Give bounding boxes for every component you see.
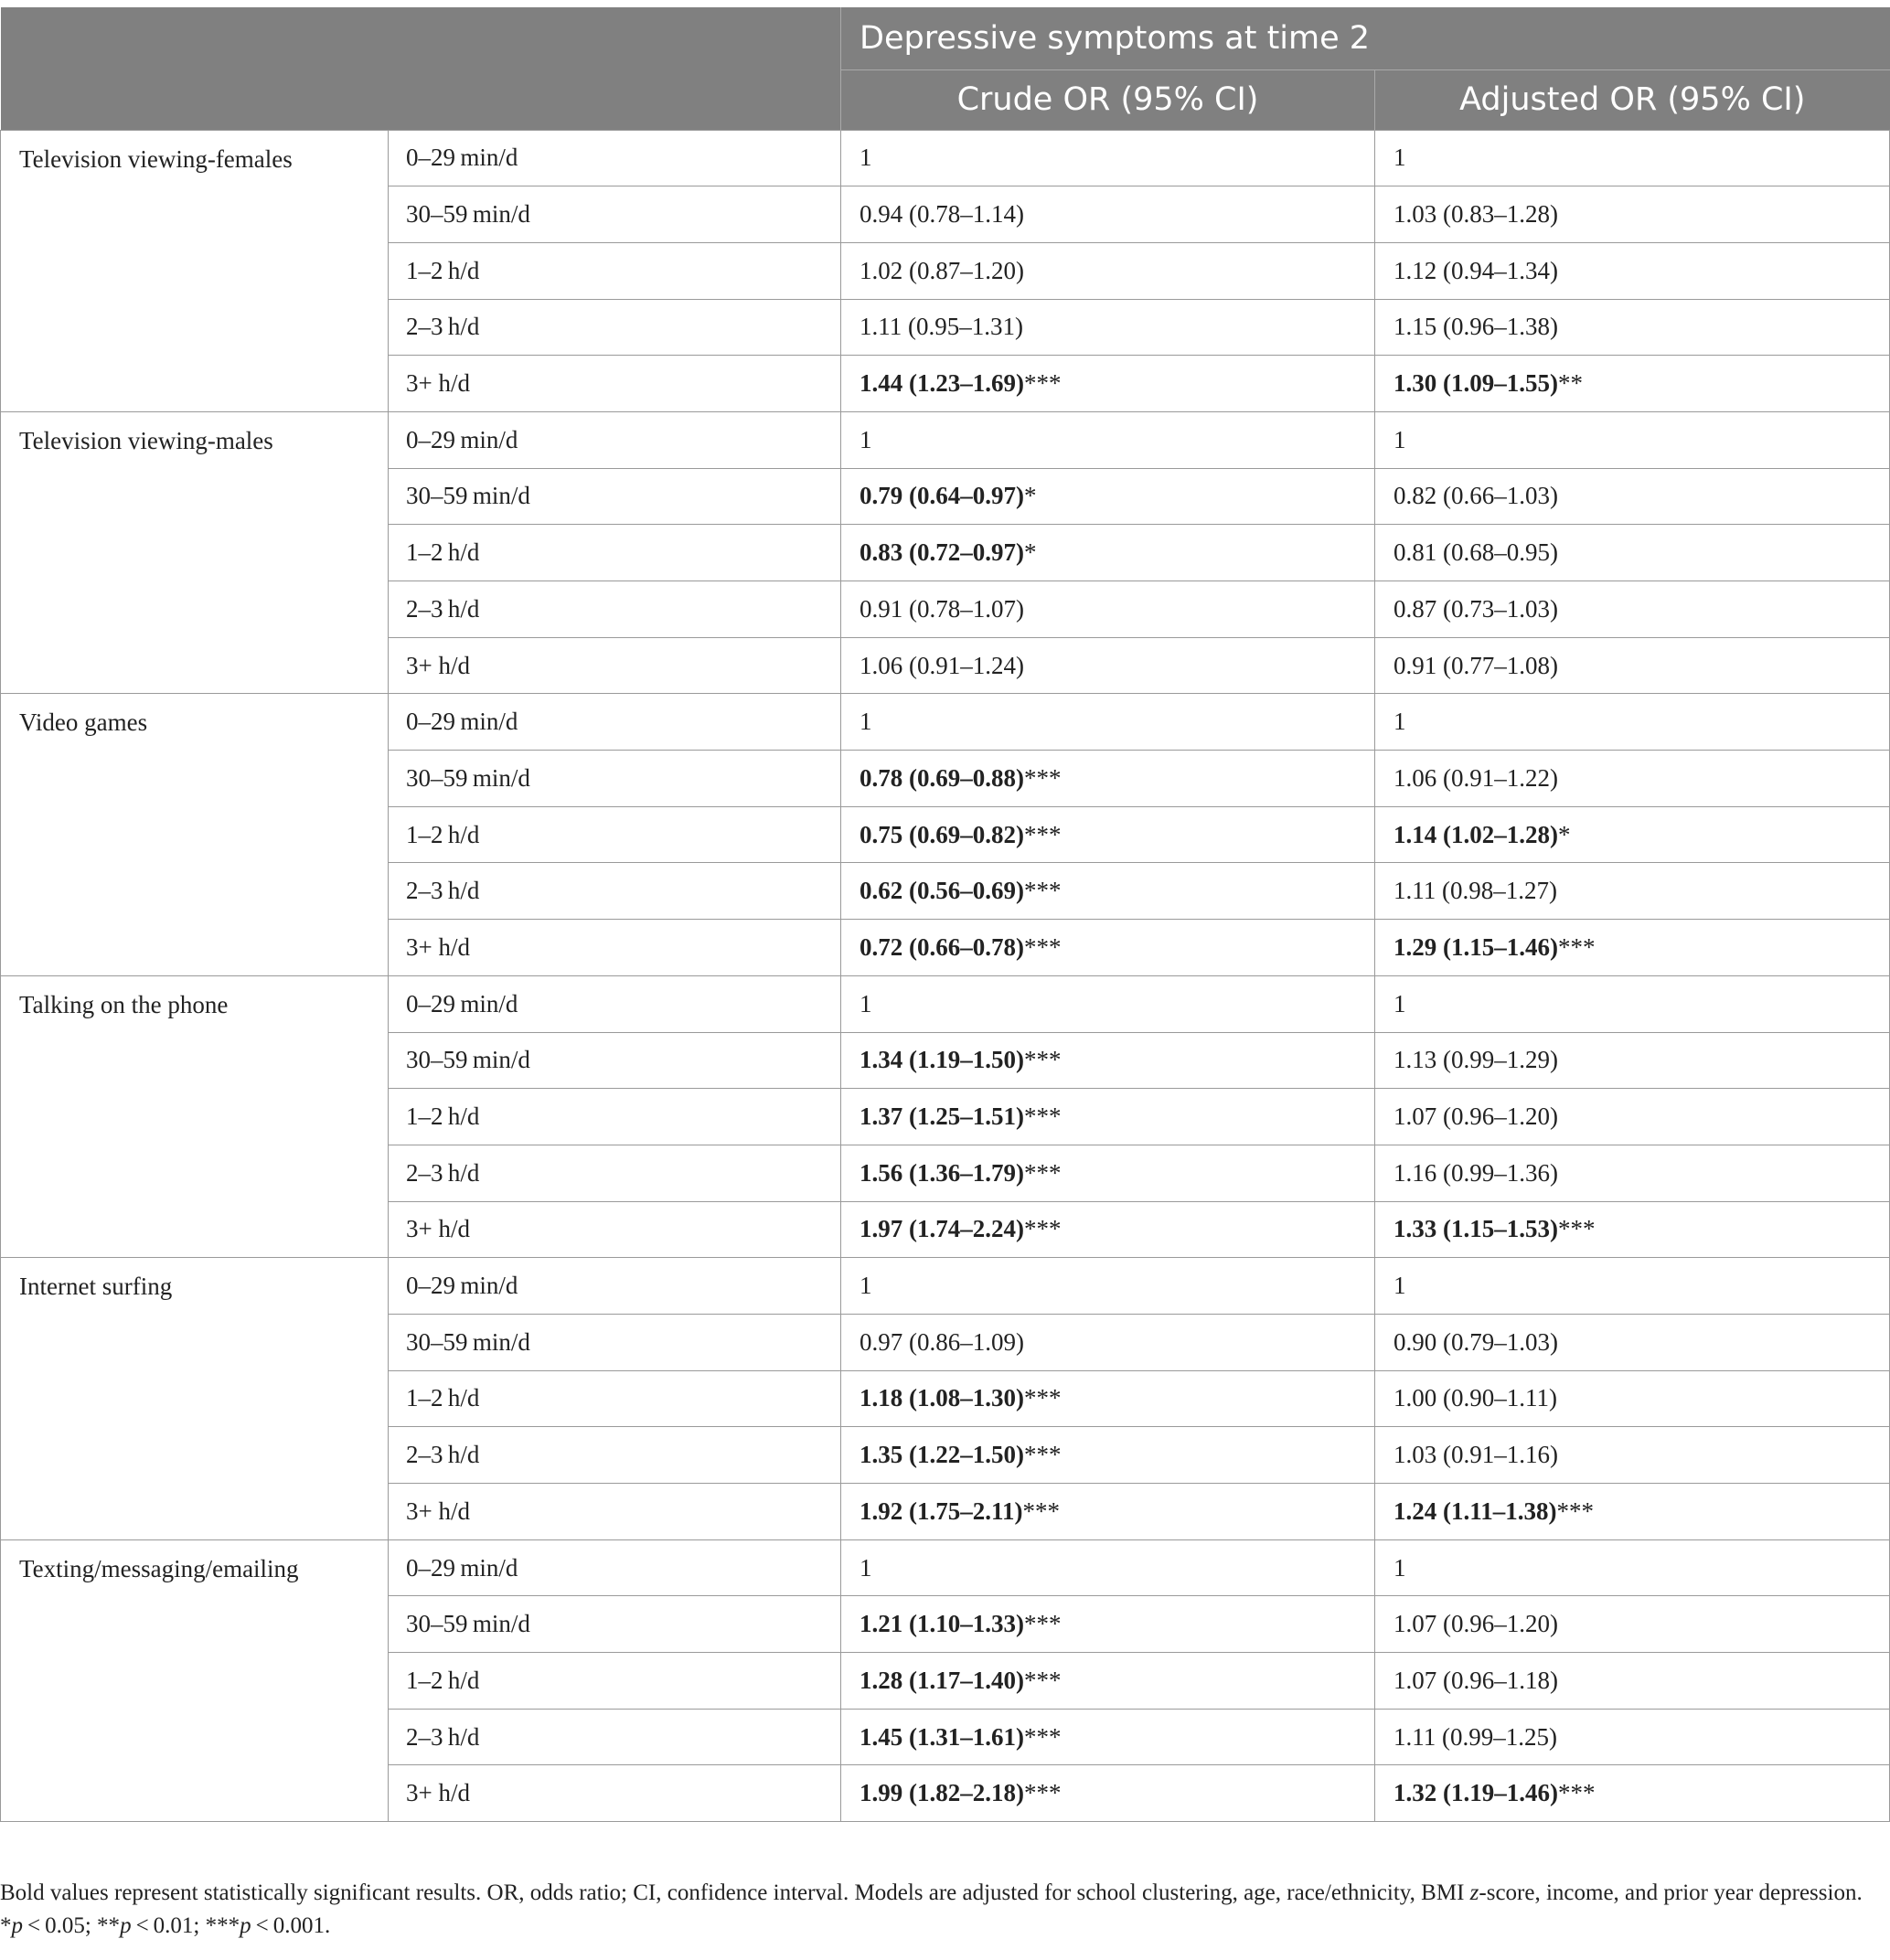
adjusted-or-cell <box>1375 1484 1890 1540</box>
crude-or-cell <box>841 1427 1375 1484</box>
crude-or-value: 1.02 (0.87–1.20) <box>860 256 1024 284</box>
significance-stars: *** <box>1023 369 1062 398</box>
adjusted-or-value: 1 <box>1393 1272 1406 1300</box>
crude-or-value: 1 <box>860 989 872 1017</box>
table-row <box>1 411 1890 468</box>
crude-or-value: 1.45 (1.31–1.61) <box>860 1722 1024 1751</box>
crude-or-cell <box>841 1484 1375 1540</box>
crude-or-value: 0.62 (0.56–0.69) <box>860 877 1024 905</box>
significance-stars: *** <box>1023 1610 1062 1638</box>
adjusted-or-cell <box>1375 1427 1890 1484</box>
crude-or-cell <box>841 1032 1375 1089</box>
adjusted-or-value: 1.03 (0.83–1.28) <box>1393 200 1558 229</box>
adjusted-or-cell <box>1375 525 1890 581</box>
level-cell: 1–2 h/d <box>389 806 841 863</box>
adjusted-or-value: 1 <box>1393 708 1406 736</box>
level-cell: 2–3 h/d <box>389 1427 841 1484</box>
crude-or-value: 1.18 (1.08–1.30) <box>860 1384 1024 1412</box>
level-cell: 30–59 min/d <box>389 1032 841 1089</box>
crude-or-value: 0.91 (0.78–1.07) <box>860 594 1024 623</box>
adjusted-or-value: 1.14 (1.02–1.28) <box>1393 820 1558 848</box>
crude-or-value: 1.44 (1.23–1.69) <box>860 369 1024 398</box>
crude-or-value: 0.78 (0.69–0.88) <box>860 763 1024 792</box>
results-table-container <box>0 7 1889 1822</box>
category-label: Talking on the phone <box>1 975 389 1257</box>
significance-stars: *** <box>1557 1779 1596 1807</box>
table-header <box>1 7 1890 130</box>
significance-stars: *** <box>1023 820 1062 848</box>
adjusted-or-value: 0.82 (0.66–1.03) <box>1393 482 1558 510</box>
significance-stars: *** <box>1023 763 1062 792</box>
footnote-threshold-2: < 0.01; *** <box>131 1913 240 1938</box>
level-cell: 2–3 h/d <box>389 1709 841 1765</box>
crude-or-value: 0.72 (0.66–0.78) <box>860 932 1024 961</box>
adjusted-or-cell <box>1375 242 1890 299</box>
crude-or-value: 1.92 (1.75–2.11) <box>860 1497 1023 1525</box>
table-body <box>1 130 1890 1822</box>
adjusted-or-cell <box>1375 1201 1890 1258</box>
category-label: Video games <box>1 694 389 975</box>
footnote-p1: p <box>11 1913 23 1938</box>
level-cell: 30–59 min/d <box>389 1596 841 1653</box>
significance-stars: * <box>1557 820 1571 848</box>
crude-or-cell <box>841 806 1375 863</box>
level-cell: 3+ h/d <box>389 356 841 412</box>
adjusted-or-cell <box>1375 1258 1890 1315</box>
adjusted-or-cell <box>1375 299 1890 356</box>
crude-or-cell <box>841 1596 1375 1653</box>
crude-or-value: 1.21 (1.10–1.33) <box>860 1610 1024 1638</box>
significance-stars: * <box>1023 482 1037 510</box>
crude-or-value: 0.83 (0.72–0.97) <box>860 538 1024 567</box>
level-cell: 1–2 h/d <box>389 242 841 299</box>
crude-or-value: 0.79 (0.64–0.97) <box>860 482 1024 510</box>
adjusted-or-cell <box>1375 581 1890 638</box>
adjusted-or-value: 1 <box>1393 144 1406 172</box>
crude-or-cell <box>841 637 1375 694</box>
adjusted-or-cell <box>1375 1709 1890 1765</box>
table-row <box>1 1539 1890 1596</box>
adjusted-or-value: 1 <box>1393 989 1406 1017</box>
crude-or-cell <box>841 1201 1375 1258</box>
level-cell: 1–2 h/d <box>389 1653 841 1710</box>
crude-or-cell <box>841 1653 1375 1710</box>
adjusted-or-value: 1.13 (0.99–1.29) <box>1393 1046 1558 1074</box>
crude-or-value: 1 <box>860 144 872 172</box>
adjusted-or-cell <box>1375 1145 1890 1201</box>
crude-or-cell <box>841 1314 1375 1370</box>
crude-or-cell <box>841 581 1375 638</box>
level-cell: 1–2 h/d <box>389 525 841 581</box>
crude-or-value: 1 <box>860 425 872 453</box>
category-label: Internet surfing <box>1 1258 389 1539</box>
adjusted-or-cell <box>1375 694 1890 751</box>
level-cell: 30–59 min/d <box>389 186 841 243</box>
level-cell: 0–29 min/d <box>389 1258 841 1315</box>
crude-or-cell <box>841 468 1375 525</box>
adjusted-or-value: 1.07 (0.96–1.18) <box>1393 1666 1558 1694</box>
adjusted-or-value: 1.15 (0.96–1.38) <box>1393 313 1558 341</box>
significance-stars: *** <box>1023 1215 1062 1243</box>
adjusted-or-cell <box>1375 1314 1890 1370</box>
header-adjusted-or: Adjusted OR (95% CI) <box>1375 69 1890 130</box>
adjusted-or-value: 1.29 (1.15–1.46) <box>1393 932 1558 961</box>
adjusted-or-cell <box>1375 356 1890 412</box>
level-cell: 1–2 h/d <box>389 1089 841 1145</box>
crude-or-cell <box>841 751 1375 807</box>
footnote-text: Bold values represent statistically significant results. OR, odds ratio; CI, confidence interval. Models are adjusted for school clustering, age, race/ethnicity, BMI <box>0 1880 1470 1905</box>
crude-or-value: 1.37 (1.25–1.51) <box>860 1102 1024 1131</box>
results-table <box>0 7 1890 1822</box>
category-label: Texting/messaging/emailing <box>1 1539 389 1821</box>
crude-or-value: 1.28 (1.17–1.40) <box>860 1666 1024 1694</box>
adjusted-or-cell <box>1375 806 1890 863</box>
adjusted-or-value: 1.07 (0.96–1.20) <box>1393 1610 1558 1638</box>
adjusted-or-value: 1.16 (0.99–1.36) <box>1393 1158 1558 1187</box>
crude-or-cell <box>841 975 1375 1032</box>
adjusted-or-cell <box>1375 1539 1890 1596</box>
adjusted-or-value: 1.03 (0.91–1.16) <box>1393 1441 1558 1469</box>
adjusted-or-value: 0.90 (0.79–1.03) <box>1393 1327 1558 1356</box>
adjusted-or-value: 1.11 (0.99–1.25) <box>1393 1722 1557 1751</box>
adjusted-or-cell <box>1375 186 1890 243</box>
level-cell: 1–2 h/d <box>389 1370 841 1427</box>
footnote-p3: p <box>240 1913 251 1938</box>
significance-stars: * <box>1023 538 1037 567</box>
adjusted-or-value: 0.91 (0.77–1.08) <box>1393 651 1558 679</box>
significance-stars: *** <box>1023 1666 1062 1694</box>
adjusted-or-cell <box>1375 411 1890 468</box>
crude-or-value: 1.56 (1.36–1.79) <box>860 1158 1024 1187</box>
crude-or-value: 0.94 (0.78–1.14) <box>860 200 1024 229</box>
table-row <box>1 130 1890 186</box>
level-cell: 3+ h/d <box>389 1201 841 1258</box>
adjusted-or-cell <box>1375 1765 1890 1822</box>
category-label: Television viewing-males <box>1 411 389 693</box>
adjusted-or-value: 0.87 (0.73–1.03) <box>1393 594 1558 623</box>
table-row <box>1 1258 1890 1315</box>
level-cell: 2–3 h/d <box>389 581 841 638</box>
crude-or-value: 1 <box>860 708 872 736</box>
level-cell: 0–29 min/d <box>389 694 841 751</box>
adjusted-or-cell <box>1375 637 1890 694</box>
crude-or-cell <box>841 242 1375 299</box>
crude-or-cell <box>841 1539 1375 1596</box>
level-cell: 0–29 min/d <box>389 1539 841 1596</box>
header-crude-or: Crude OR (95% CI) <box>841 69 1375 130</box>
significance-stars: *** <box>1023 1384 1062 1412</box>
adjusted-or-cell <box>1375 1032 1890 1089</box>
crude-or-cell <box>841 356 1375 412</box>
adjusted-or-value: 0.81 (0.68–0.95) <box>1393 538 1558 567</box>
level-cell: 30–59 min/d <box>389 468 841 525</box>
crude-or-cell <box>841 1370 1375 1427</box>
footnote-p2: p <box>120 1913 132 1938</box>
adjusted-or-value: 1.00 (0.90–1.11) <box>1393 1384 1557 1412</box>
crude-or-cell <box>841 1145 1375 1201</box>
adjusted-or-cell <box>1375 468 1890 525</box>
table-row <box>1 694 1890 751</box>
adjusted-or-value: 1 <box>1393 1553 1406 1582</box>
crude-or-cell <box>841 1258 1375 1315</box>
crude-or-cell <box>841 411 1375 468</box>
level-cell: 0–29 min/d <box>389 411 841 468</box>
adjusted-or-cell <box>1375 1596 1890 1653</box>
category-label: Television viewing-females <box>1 130 389 411</box>
table-row <box>1 975 1890 1032</box>
adjusted-or-value: 1.07 (0.96–1.20) <box>1393 1102 1558 1131</box>
crude-or-value: 1 <box>860 1272 872 1300</box>
adjusted-or-value: 1 <box>1393 425 1406 453</box>
adjusted-or-value: 1.12 (0.94–1.34) <box>1393 256 1558 284</box>
header-group-title: Depressive symptoms at time 2 <box>841 7 1890 69</box>
adjusted-or-cell <box>1375 1089 1890 1145</box>
level-cell: 30–59 min/d <box>389 751 841 807</box>
significance-stars: *** <box>1023 1441 1062 1469</box>
crude-or-value: 1 <box>860 1553 872 1582</box>
footnote-threshold-1: < 0.05; ** <box>23 1913 121 1938</box>
crude-or-cell <box>841 863 1375 920</box>
adjusted-or-value: 1.32 (1.19–1.46) <box>1393 1779 1558 1807</box>
significance-stars: *** <box>1023 1779 1062 1807</box>
crude-or-value: 0.75 (0.69–0.82) <box>860 820 1024 848</box>
crude-or-value: 1.97 (1.74–2.24) <box>860 1215 1024 1243</box>
adjusted-or-value: 1.24 (1.11–1.38) <box>1393 1497 1557 1525</box>
level-cell: 2–3 h/d <box>389 299 841 356</box>
level-cell: 3+ h/d <box>389 1484 841 1540</box>
level-cell: 2–3 h/d <box>389 863 841 920</box>
crude-or-cell <box>841 186 1375 243</box>
crude-or-cell <box>841 1089 1375 1145</box>
crude-or-cell <box>841 920 1375 976</box>
adjusted-or-cell <box>1375 863 1890 920</box>
significance-stars: ** <box>1557 369 1583 398</box>
adjusted-or-value: 1.33 (1.15–1.53) <box>1393 1215 1558 1243</box>
crude-or-value: 1.06 (0.91–1.24) <box>860 651 1024 679</box>
header-blank-cell <box>1 7 841 130</box>
crude-or-cell <box>841 525 1375 581</box>
level-cell: 0–29 min/d <box>389 975 841 1032</box>
adjusted-or-value: 1.06 (0.91–1.22) <box>1393 763 1558 792</box>
adjusted-or-cell <box>1375 130 1890 186</box>
adjusted-or-cell <box>1375 751 1890 807</box>
crude-or-cell <box>841 299 1375 356</box>
level-cell: 3+ h/d <box>389 637 841 694</box>
adjusted-or-cell <box>1375 1370 1890 1427</box>
level-cell: 30–59 min/d <box>389 1314 841 1370</box>
table-footnote <box>0 1877 1884 1943</box>
significance-stars: *** <box>1556 1497 1594 1525</box>
crude-or-value: 0.97 (0.86–1.09) <box>860 1327 1024 1356</box>
level-cell: 0–29 min/d <box>389 130 841 186</box>
crude-or-value: 1.11 (0.95–1.31) <box>860 313 1023 341</box>
level-cell: 3+ h/d <box>389 1765 841 1822</box>
crude-or-cell <box>841 1709 1375 1765</box>
adjusted-or-value: 1.11 (0.98–1.27) <box>1393 877 1557 905</box>
level-cell: 3+ h/d <box>389 920 841 976</box>
footnote-z: z <box>1469 1880 1479 1905</box>
footnote-text-2: -score, income, and prior year depression. * <box>0 1880 1863 1938</box>
crude-or-cell <box>841 694 1375 751</box>
crude-or-value: 1.34 (1.19–1.50) <box>860 1046 1024 1074</box>
significance-stars: *** <box>1557 932 1596 961</box>
crude-or-cell <box>841 1765 1375 1822</box>
adjusted-or-cell <box>1375 920 1890 976</box>
significance-stars: *** <box>1557 1215 1596 1243</box>
significance-stars: *** <box>1022 1497 1060 1525</box>
significance-stars: *** <box>1023 1046 1062 1074</box>
adjusted-or-cell <box>1375 975 1890 1032</box>
significance-stars: *** <box>1023 877 1062 905</box>
crude-or-value: 1.35 (1.22–1.50) <box>860 1441 1024 1469</box>
significance-stars: *** <box>1023 1158 1062 1187</box>
significance-stars: *** <box>1023 932 1062 961</box>
significance-stars: *** <box>1023 1722 1062 1751</box>
level-cell: 2–3 h/d <box>389 1145 841 1201</box>
adjusted-or-cell <box>1375 1653 1890 1710</box>
crude-or-cell <box>841 130 1375 186</box>
footnote-threshold-3: < 0.001. <box>251 1913 331 1938</box>
significance-stars: *** <box>1023 1102 1062 1131</box>
crude-or-value: 1.99 (1.82–2.18) <box>860 1779 1024 1807</box>
adjusted-or-value: 1.30 (1.09–1.55) <box>1393 369 1558 398</box>
